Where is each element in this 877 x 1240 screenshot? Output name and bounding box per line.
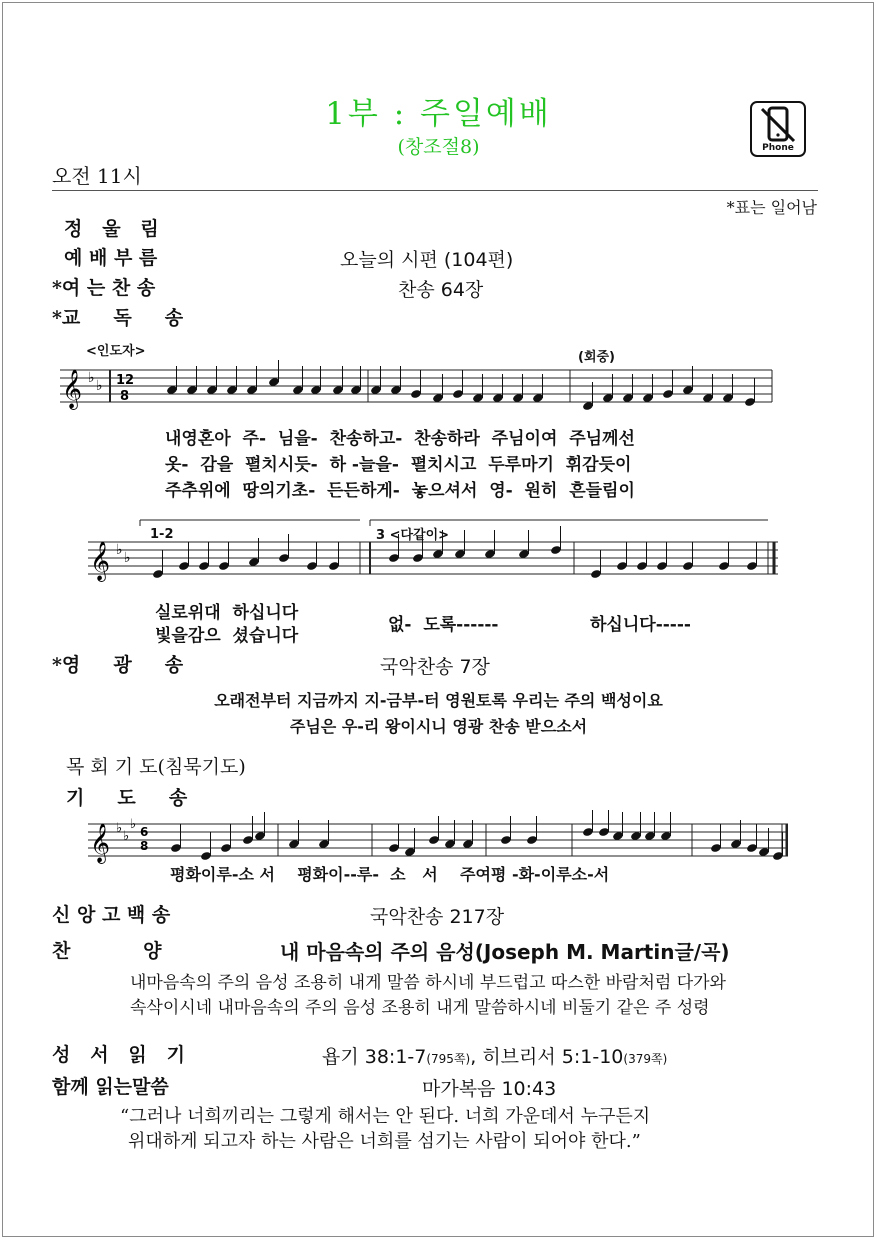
prayer-label: 목 회 기 도(침묵기도) (66, 756, 246, 778)
stand-note: *표는 일어남 (726, 198, 817, 217)
svg-text:6: 6 (140, 825, 149, 839)
reading-label: 성 서 읽 기 (52, 1044, 185, 1066)
quote-line-2: 위대하게 되고자 하는 사람은 너희를 섬기는 사람이 되어야 한다.” (128, 1131, 641, 1152)
responsive-lyrics-3: 주추위에 땅의기초- 든든하게- 놓으셔서 영- 원히 흔들림이 (165, 481, 635, 501)
svg-text:♭: ♭ (123, 829, 130, 844)
svg-text:♭: ♭ (116, 821, 123, 836)
prayer-song-staff (88, 810, 788, 870)
opening-hymn-value: 찬송 64장 (398, 279, 484, 301)
service-time: 오전 11시 (52, 164, 142, 188)
gloria-label: *영 광 송 (52, 654, 184, 676)
responsive-lyrics-2: 옷- 감을 펼치시듯- 하 -늘을- 펼치시고 두루마기 휘감듯이 (165, 455, 632, 475)
svg-text:♭: ♭ (88, 370, 95, 386)
call-value: 오늘의 시편 (104편) (340, 249, 514, 271)
svg-text:♭: ♭ (130, 817, 137, 832)
anthem-text-1: 내마음속의 주의 음성 조용히 내게 말씀 하시네 부드럽고 따스한 바람처럼 다가와 (130, 973, 726, 993)
people-label: (회중) (578, 350, 615, 365)
prayer-song-label: 기 도 송 (66, 787, 188, 809)
volta-1-2: 1-2 (150, 527, 174, 542)
anthem-label: 찬 양 (52, 940, 162, 962)
responsive-lyrics-1: 내영혼아 주- 님을- 찬송하고- 찬송하라 주님이여 주님께선 (165, 429, 635, 449)
svg-text:12: 12 (116, 373, 135, 388)
treble-clef-icon: 𝄞 (90, 823, 111, 863)
volta-3: 3 <다같이> (376, 528, 450, 543)
treble-clef-icon: 𝄞 (90, 541, 111, 581)
anthem-title: 내 마음속의 주의 음성(Joseph M. Martin글/곡) (280, 940, 730, 964)
ending-3: 하십니다----- (590, 615, 691, 635)
treble-clef-icon: 𝄞 (62, 369, 83, 409)
svg-text:♭: ♭ (96, 378, 103, 394)
reading-ref (322, 1042, 667, 1069)
svg-text:8: 8 (120, 389, 130, 404)
gloria-line-2: 주님은 우-리 왕이시니 영광 찬송 받으소서 (289, 717, 588, 736)
prelude-label: 정 울 림 (64, 218, 159, 240)
reading-page-1: (795쪽) (426, 1052, 471, 1066)
divider (52, 190, 818, 191)
responsive-label: *교 독 송 (52, 307, 184, 329)
creed-label: 신 앙 고 백 송 (52, 904, 171, 926)
svg-text:♭: ♭ (116, 542, 123, 558)
svg-text:♭: ♭ (124, 550, 131, 566)
reading-ref-2: , 히브리서 5:1-10 (470, 1046, 624, 1068)
page-subtitle: (창조절8) (397, 136, 480, 158)
anthem-text-2: 속삭이시네 내마음속의 주의 음성 조용히 내게 말씀하시네 비둘기 같은 주 성령 (130, 998, 710, 1018)
common-word-value: 마가복음 10:43 (422, 1078, 557, 1100)
ending-1a: 실로위대 하십니다 (155, 603, 299, 623)
page-title: 1부 : 주일예배 (325, 96, 552, 132)
leader-label: <인도자> (86, 344, 146, 359)
gloria-value: 국악찬송 7장 (380, 656, 490, 678)
no-phone-icon (750, 101, 806, 157)
gloria-line-1: 오래전부터 지금까지 지-금부-터 영원토록 우리는 주의 백성이요 (214, 691, 663, 710)
prayer-song-lyrics: 평화이루-소 서 평화이--루- 소 서 주여평 -화-이루소-서 (170, 865, 610, 884)
phone-label: Phone (762, 143, 794, 153)
svg-text:8: 8 (140, 839, 149, 853)
common-word-label: 함께 읽는말씀 (52, 1076, 169, 1098)
reading-page-2: (379쪽) (623, 1052, 668, 1066)
ending-2: 없- 도록------ (388, 615, 499, 635)
opening-hymn-label: *여 는 찬 송 (52, 277, 156, 299)
call-label: 예 배 부 름 (64, 247, 158, 269)
responsive-staff-2 (88, 512, 778, 592)
responsive-staff-1 (60, 360, 780, 420)
creed-value: 국악찬송 217장 (370, 906, 505, 928)
reading-ref-1: 욥기 38:1-7 (322, 1046, 427, 1068)
ending-1b: 빛을감으 셨습니다 (155, 626, 299, 646)
quote-line-1: “그러나 너희끼리는 그렇게 해서는 안 된다. 너희 가운데서 누구든지 (120, 1106, 651, 1127)
